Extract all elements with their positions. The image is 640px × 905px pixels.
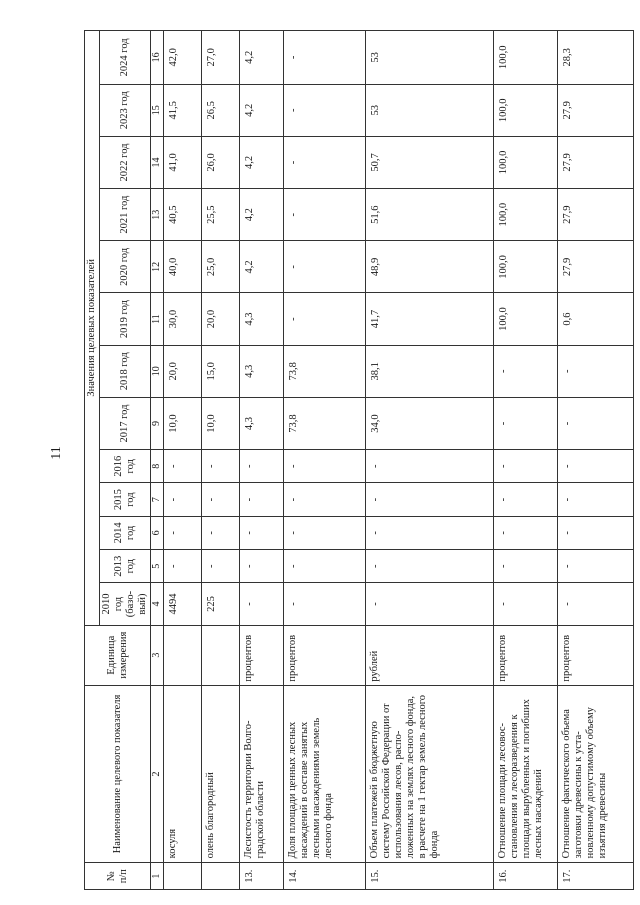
header-year-2014: 2014 год: [100, 516, 151, 549]
indicator-name: олень благородный: [201, 685, 239, 863]
indicator-value: 28,3: [557, 31, 633, 85]
indicator-value: -: [493, 516, 557, 549]
column-number: 15: [151, 84, 164, 136]
header-year-2019: 2019 год: [100, 293, 151, 345]
table-row: [201, 31, 239, 890]
indicator-name: Отношение площади лесовос-становления и лесоразведения к площади вырубленных и погибших лесных насаждений: [493, 685, 557, 863]
indicator-value: 26,0: [201, 136, 239, 188]
indicator-value: 20,0: [163, 345, 201, 397]
header-year-2013: 2013 год: [100, 550, 151, 583]
column-number: 4: [151, 583, 164, 625]
indicator-value: -: [365, 450, 493, 483]
column-number: 6: [151, 516, 164, 549]
indicator-value: 40,0: [163, 241, 201, 293]
indicator-name: Объем платежей в бюджетную систему Российской Федерации от использования лесов, распо-ложенных на землях лесного фонда, в расчете на 1 гектар земель лесного фонда: [365, 685, 493, 863]
indicator-value: -: [163, 483, 201, 516]
indicator-unit: [201, 625, 239, 685]
indicator-value: -: [365, 583, 493, 625]
table-row: [163, 31, 201, 890]
indicator-value: 10,0: [163, 397, 201, 449]
indicator-value: -: [493, 550, 557, 583]
header-unit: Единица измерения: [85, 625, 151, 685]
header-year-2024: 2024 год: [100, 31, 151, 85]
indicator-value: 73,8: [283, 397, 365, 449]
indicator-value: -: [493, 583, 557, 625]
indicator-value: 30,0: [163, 293, 201, 345]
indicator-value: 100,0: [493, 31, 557, 85]
indicator-name: Лесистость территории Волго-градской области: [239, 685, 283, 863]
header-year-2023: 2023 год: [100, 84, 151, 136]
indicator-value: -: [283, 31, 365, 85]
indicator-value: -: [283, 450, 365, 483]
column-number: 1: [151, 863, 164, 890]
indicator-unit: процентов: [283, 625, 365, 685]
indicator-value: 40,5: [163, 189, 201, 241]
header-year-2020: 2020 год: [100, 241, 151, 293]
indicator-value: -: [365, 483, 493, 516]
indicator-unit: процентов: [557, 625, 633, 685]
indicator-value: -: [493, 345, 557, 397]
indicator-value: 27,9: [557, 189, 633, 241]
indicator-name: Отношение фактического объема заготовки древесины к уста-новленному допустимому объему изъятия древесины: [557, 685, 633, 863]
indicator-value: -: [283, 550, 365, 583]
indicator-value: -: [557, 397, 633, 449]
indicator-value: 4,2: [239, 136, 283, 188]
indicator-value: -: [493, 450, 557, 483]
indicator-value: 4,2: [239, 31, 283, 85]
indicator-value: 41,5: [163, 84, 201, 136]
indicator-value: 4,3: [239, 293, 283, 345]
column-number: 5: [151, 550, 164, 583]
indicator-value: -: [283, 136, 365, 188]
page-number: 11: [49, 446, 64, 460]
indicator-value: 100,0: [493, 241, 557, 293]
header-name: Наименование целевого показателя: [85, 685, 151, 863]
indicator-value: -: [283, 483, 365, 516]
indicator-value: 27,9: [557, 241, 633, 293]
indicator-value: 20,0: [201, 293, 239, 345]
indicator-value: 225: [201, 583, 239, 625]
indicator-value: -: [365, 550, 493, 583]
indicator-value: -: [283, 189, 365, 241]
header-num: № п/п: [85, 863, 151, 890]
indicator-unit: рублей: [365, 625, 493, 685]
indicator-value: -: [557, 516, 633, 549]
indicator-value: 0,6: [557, 293, 633, 345]
indicator-value: -: [239, 516, 283, 549]
indicator-value: 100,0: [493, 84, 557, 136]
indicator-value: -: [365, 516, 493, 549]
indicator-value: 4,2: [239, 241, 283, 293]
indicator-value: -: [201, 483, 239, 516]
header-year-2010: 2010 год (базо-вый): [100, 583, 151, 625]
indicator-unit: [163, 625, 201, 685]
indicator-value: -: [557, 550, 633, 583]
header-values-group: Значения целевых показателей: [85, 31, 100, 626]
indicator-value: -: [283, 84, 365, 136]
indicator-value: 15,0: [201, 345, 239, 397]
indicator-value: -: [201, 516, 239, 549]
header-year-2015: 2015 год: [100, 483, 151, 516]
table-row: [365, 31, 493, 890]
indicator-value: 26,5: [201, 84, 239, 136]
indicator-value: 100,0: [493, 136, 557, 188]
row-number: [163, 863, 201, 890]
rotated-table-wrapper: [84, 30, 608, 890]
indicator-unit: процентов: [239, 625, 283, 685]
indicator-value: -: [493, 483, 557, 516]
row-number: 16.: [493, 863, 557, 890]
indicator-value: 100,0: [493, 189, 557, 241]
indicator-value: 41,0: [163, 136, 201, 188]
row-number: 17.: [557, 863, 633, 890]
header-year-2016: 2016 год: [100, 450, 151, 483]
indicator-value: 25,0: [201, 241, 239, 293]
indicator-value: -: [201, 550, 239, 583]
indicator-value: 27,9: [557, 136, 633, 188]
indicator-value: 4,3: [239, 345, 283, 397]
indicator-name: Доля площади ценных лесных насаждений в составе занятых лесными насаждениями земель лесного фонда: [283, 685, 365, 863]
indicator-value: -: [163, 550, 201, 583]
indicator-unit: процентов: [493, 625, 557, 685]
indicator-value: 4,2: [239, 189, 283, 241]
row-number: 13.: [239, 863, 283, 890]
table-row: [493, 31, 557, 890]
indicator-value: 4,2: [239, 84, 283, 136]
indicator-value: 53: [365, 84, 493, 136]
indicator-value: -: [557, 345, 633, 397]
indicator-value: 48,9: [365, 241, 493, 293]
header-year-2018: 2018 год: [100, 345, 151, 397]
column-number: 3: [151, 625, 164, 685]
indicator-value: -: [283, 516, 365, 549]
table-row: [283, 31, 365, 890]
column-number: 14: [151, 136, 164, 188]
indicator-value: -: [557, 483, 633, 516]
indicator-value: 51,6: [365, 189, 493, 241]
header-year-2022: 2022 год: [100, 136, 151, 188]
indicator-name: косуля: [163, 685, 201, 863]
indicator-value: -: [283, 583, 365, 625]
indicator-value: -: [239, 483, 283, 516]
indicator-value: 25,5: [201, 189, 239, 241]
column-number: 2: [151, 685, 164, 863]
table-row: [557, 31, 633, 890]
indicator-value: -: [283, 241, 365, 293]
indicator-value: 53: [365, 31, 493, 85]
table-body: [163, 31, 633, 890]
indicator-value: -: [493, 397, 557, 449]
column-number: 9: [151, 397, 164, 449]
indicator-value: 10,0: [201, 397, 239, 449]
column-number: 16: [151, 31, 164, 85]
indicator-value: 41,7: [365, 293, 493, 345]
indicator-value: 4494: [163, 583, 201, 625]
indicator-value: 100,0: [493, 293, 557, 345]
target-indicators-table: [84, 30, 634, 890]
table-row: [239, 31, 283, 890]
column-number: 13: [151, 189, 164, 241]
indicator-value: 27,0: [201, 31, 239, 85]
indicator-value: -: [163, 516, 201, 549]
indicator-value: -: [557, 450, 633, 483]
indicator-value: 42,0: [163, 31, 201, 85]
indicator-value: 73,8: [283, 345, 365, 397]
header-year-2017: 2017 год: [100, 397, 151, 449]
column-number: 12: [151, 241, 164, 293]
indicator-value: 50,7: [365, 136, 493, 188]
header-year-2021: 2021 год: [100, 189, 151, 241]
column-number: 11: [151, 293, 164, 345]
column-number: 10: [151, 345, 164, 397]
indicator-value: -: [283, 293, 365, 345]
indicator-value: -: [557, 583, 633, 625]
indicator-value: 34,0: [365, 397, 493, 449]
column-number: 7: [151, 483, 164, 516]
indicator-value: 27,9: [557, 84, 633, 136]
column-number: 8: [151, 450, 164, 483]
indicator-value: -: [239, 583, 283, 625]
indicator-value: -: [201, 450, 239, 483]
indicator-value: -: [239, 550, 283, 583]
row-number: 14.: [283, 863, 365, 890]
indicator-value: 38,1: [365, 345, 493, 397]
indicator-value: -: [163, 450, 201, 483]
row-number: 15.: [365, 863, 493, 890]
row-number: [201, 863, 239, 890]
indicator-value: 4,3: [239, 397, 283, 449]
indicator-value: -: [239, 450, 283, 483]
